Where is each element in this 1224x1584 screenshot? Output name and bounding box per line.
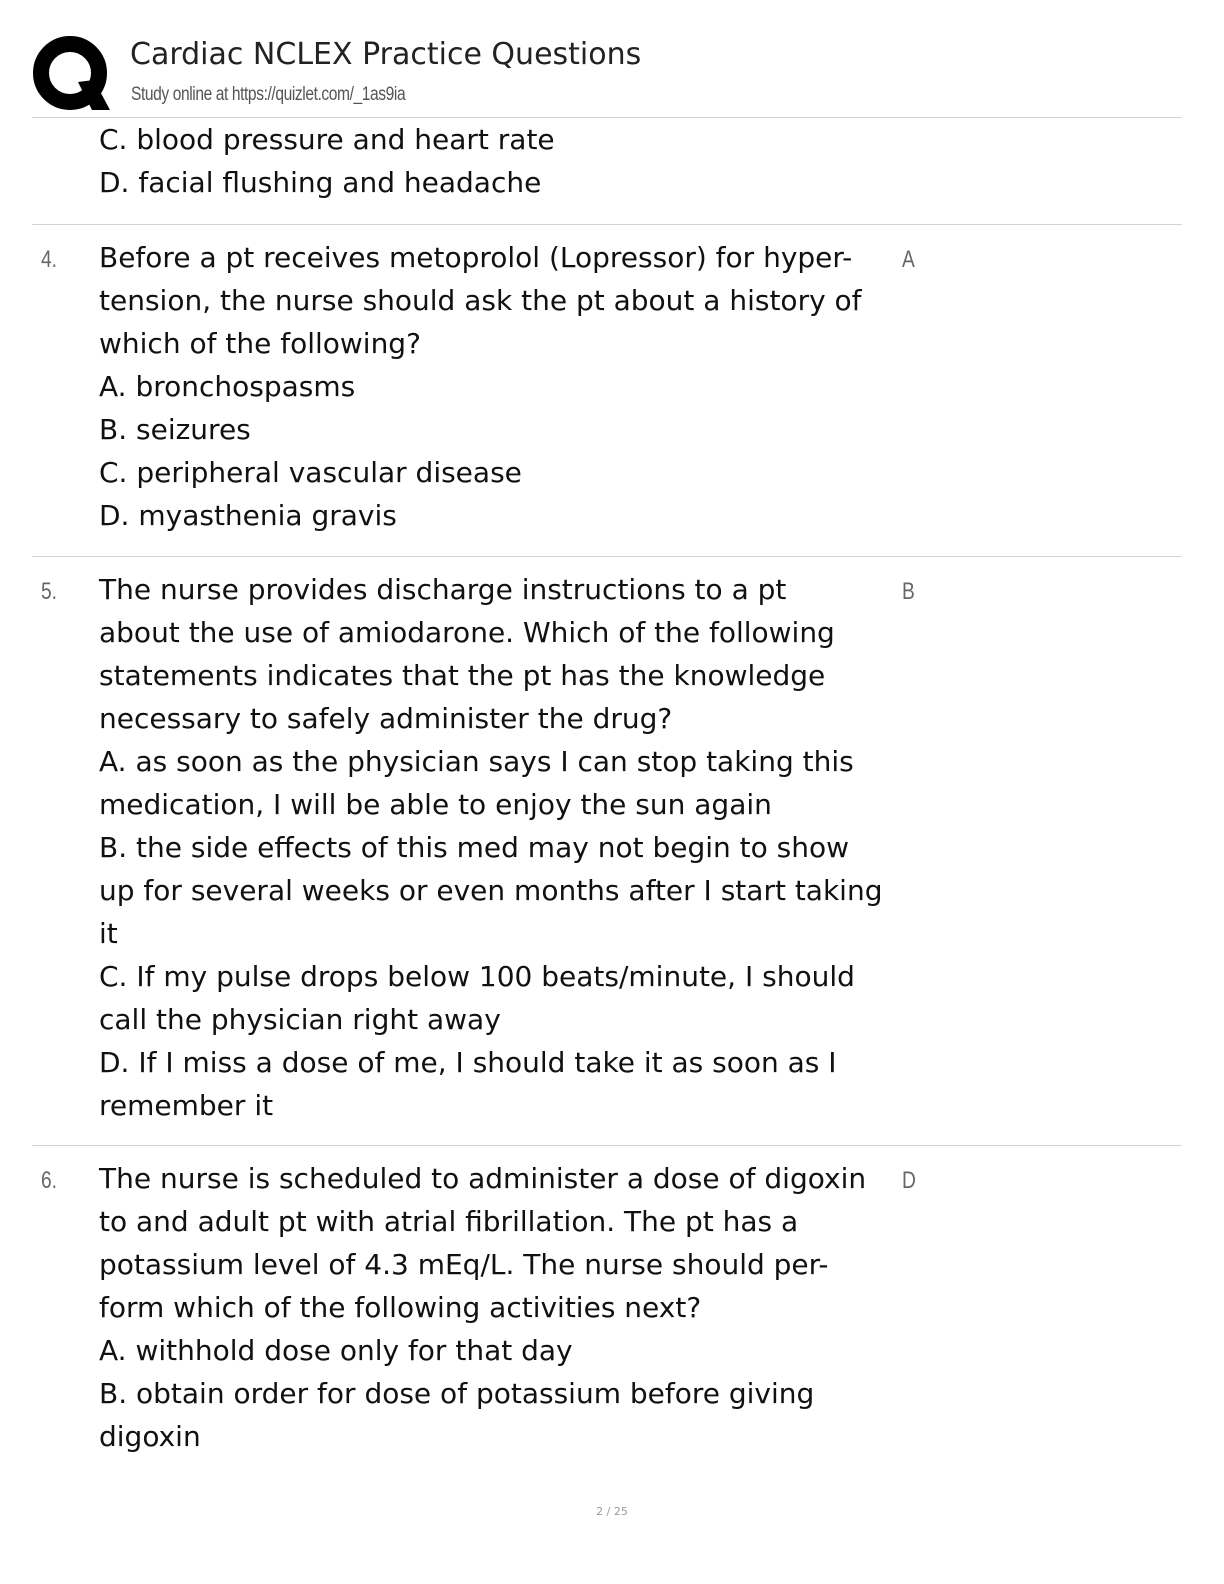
- divider: [32, 1145, 1182, 1146]
- option-line: D. facial flushing and headache: [99, 166, 542, 199]
- question-line: The nurse provides discharge instructions to a pt: [99, 573, 787, 606]
- question-line: statements indicates that the pt has the knowledge: [99, 659, 826, 692]
- option-line: remember it: [99, 1089, 274, 1122]
- question-line: potassium level of 4.3 mEq/L. The nurse should per-: [99, 1248, 829, 1281]
- question-text: [99, 568, 909, 1127]
- option-line: D. myasthenia gravis: [99, 499, 397, 532]
- option-line: C. blood pressure and heart rate: [99, 123, 555, 156]
- continued-options: [99, 118, 555, 204]
- option-line: A. bronchospasms: [99, 370, 356, 403]
- question-line: The nurse is scheduled to administer a dose of digoxin: [99, 1162, 867, 1195]
- option-line: medication, I will be able to enjoy the sun again: [99, 788, 772, 821]
- page-number: 2 / 25: [596, 1505, 628, 1518]
- question-number: 5.: [41, 578, 58, 605]
- question-line: Before a pt receives metoprolol (Lopressor) for hyper-: [99, 241, 853, 274]
- question-line: form which of the following activities next?: [99, 1291, 702, 1324]
- page-title: Cardiac NCLEX Practice Questions: [130, 37, 642, 72]
- answer-label: D: [902, 1167, 916, 1194]
- study-online-link[interactable]: Study online at https://quizlet.com/_1as9ia: [131, 84, 406, 105]
- question-number: 4.: [41, 246, 58, 273]
- option-line: A. withhold dose only for that day: [99, 1334, 573, 1367]
- divider: [32, 556, 1182, 557]
- option-line: A. as soon as the physician says I can stop taking this: [99, 745, 854, 778]
- answer-label: B: [902, 578, 915, 605]
- quizlet-logo-icon: [32, 34, 112, 114]
- question-line: necessary to safely administer the drug?: [99, 702, 673, 735]
- option-line: call the physician right away: [99, 1003, 501, 1036]
- option-line: it: [99, 917, 118, 950]
- option-line: digoxin: [99, 1420, 201, 1453]
- question-line: about the use of amiodarone. Which of the following: [99, 616, 835, 649]
- option-line: B. seizures: [99, 413, 251, 446]
- option-line: B. the side effects of this med may not begin to show: [99, 831, 850, 864]
- option-line: B. obtain order for dose of potassium before giving: [99, 1377, 815, 1410]
- answer-label: A: [902, 246, 915, 273]
- question-number: 6.: [41, 1167, 58, 1194]
- option-line: C. peripheral vascular disease: [99, 456, 522, 489]
- option-line: up for several weeks or even months after I start taking: [99, 874, 883, 907]
- question-text: [99, 1157, 909, 1458]
- divider: [32, 224, 1182, 225]
- option-line: D. If I miss a dose of me, I should take it as soon as I: [99, 1046, 837, 1079]
- question-line: to and adult pt with atrial fibrillation. The pt has a: [99, 1205, 799, 1238]
- question-line: which of the following?: [99, 327, 421, 360]
- question-text: [99, 236, 909, 537]
- option-line: C. If my pulse drops below 100 beats/minute, I should: [99, 960, 855, 993]
- page-header: [32, 34, 1182, 118]
- question-line: tension, the nurse should ask the pt about a history of: [99, 284, 862, 317]
